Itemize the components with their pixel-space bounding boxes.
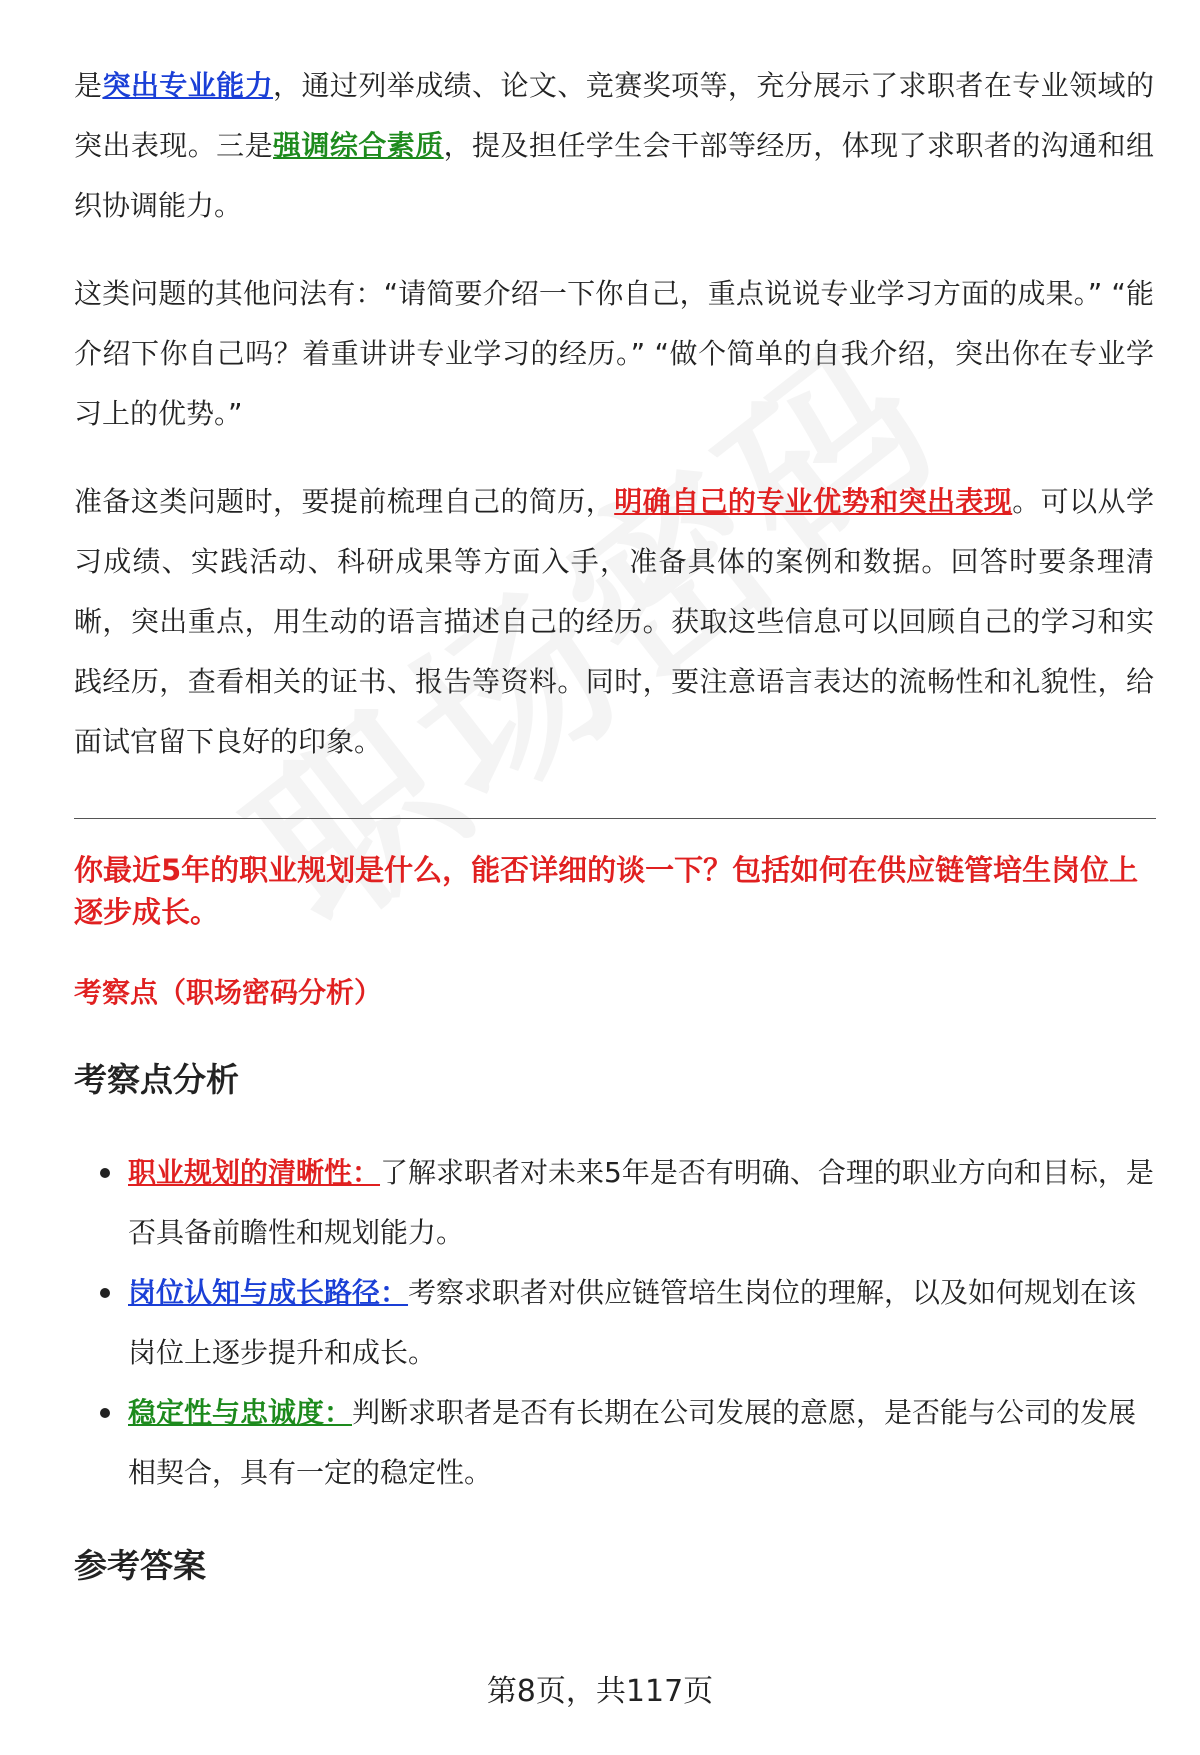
paragraph-preparation: [74, 472, 1154, 772]
section-divider: [74, 818, 1156, 819]
point-text: 判断求职者是否有长期在公司发展的意愿，是否能与公司的发展相契合，具有一定的稳定性。: [128, 1396, 1137, 1489]
highlight-professional-ability: 突出专业能力: [102, 69, 274, 102]
bullet-icon: [100, 1408, 110, 1418]
text-span: 是: [74, 69, 103, 102]
paragraph-alternative-questions: 这类问题的其他问法有：“请简要介绍一下你自己，重点说说专业学习方面的成果。” “能介绍下你自己吗？着重讲讲专业学习的经历。” “做个简单的自我介绍，突出你在专业学习上的优势。”: [74, 277, 1154, 430]
analysis-section-title: 考察点分析: [74, 1060, 239, 1099]
point-label: 岗位认知与成长路径：: [128, 1276, 409, 1309]
analysis-points-list: [74, 1143, 1154, 1503]
interview-question: 你最近5年的职业规划是什么，能否详细的谈一下？包括如何在供应链管培生岗位上逐步成长。: [74, 853, 1139, 929]
list-item: [74, 1383, 1154, 1503]
list-item: [74, 1143, 1154, 1263]
text-span: ，通过列举成绩、论文、竞赛奖项等，充分展示了求职者在专业领域的突出表现。三是: [74, 69, 1154, 162]
text-span: 准备这类问题时，要提前梳理自己的简历，: [74, 485, 615, 518]
paragraph-professional-ability: [74, 56, 1154, 236]
text-span: ，提及担任学生会干部等经历，体现了求职者的沟通和组织协调能力。: [74, 129, 1154, 222]
point-text: 考察求职者对供应链管培生岗位的理解，以及如何规划在该岗位上逐步提升和成长。: [128, 1276, 1137, 1369]
point-label: 稳定性与忠诚度：: [128, 1396, 353, 1429]
point-label: 职业规划的清晰性：: [128, 1156, 381, 1189]
text-span: 。可以从学习成绩、实践活动、科研成果等方面入手，准备具体的案例和数据。回答时要条理清晰，突出重点，用生动的语言描述自己的经历。获取这些信息可以回顾自己的学习和实践经历，查看相关的证书、报告等资料。同时，要注意语言表达的流畅性和礼貌性，给面试官留下良好的印象。: [74, 485, 1154, 758]
point-text: 了解求职者对未来5年是否有明确、合理的职业方向和目标，是否具备前瞻性和规划能力。: [128, 1156, 1154, 1249]
reference-answer-title: 参考答案: [74, 1546, 206, 1585]
page-content: [74, 56, 1154, 1589]
bullet-icon: [100, 1168, 110, 1178]
analysis-subheading: 考察点（职场密码分析）: [74, 976, 383, 1009]
list-item: [74, 1263, 1154, 1383]
highlight-professional-advantage: 明确自己的专业优势和突出表现: [614, 485, 1013, 518]
bullet-icon: [100, 1288, 110, 1298]
page-number: 第8页，共117页: [486, 1674, 714, 1709]
highlight-comprehensive-quality: 强调综合素质: [273, 129, 444, 162]
